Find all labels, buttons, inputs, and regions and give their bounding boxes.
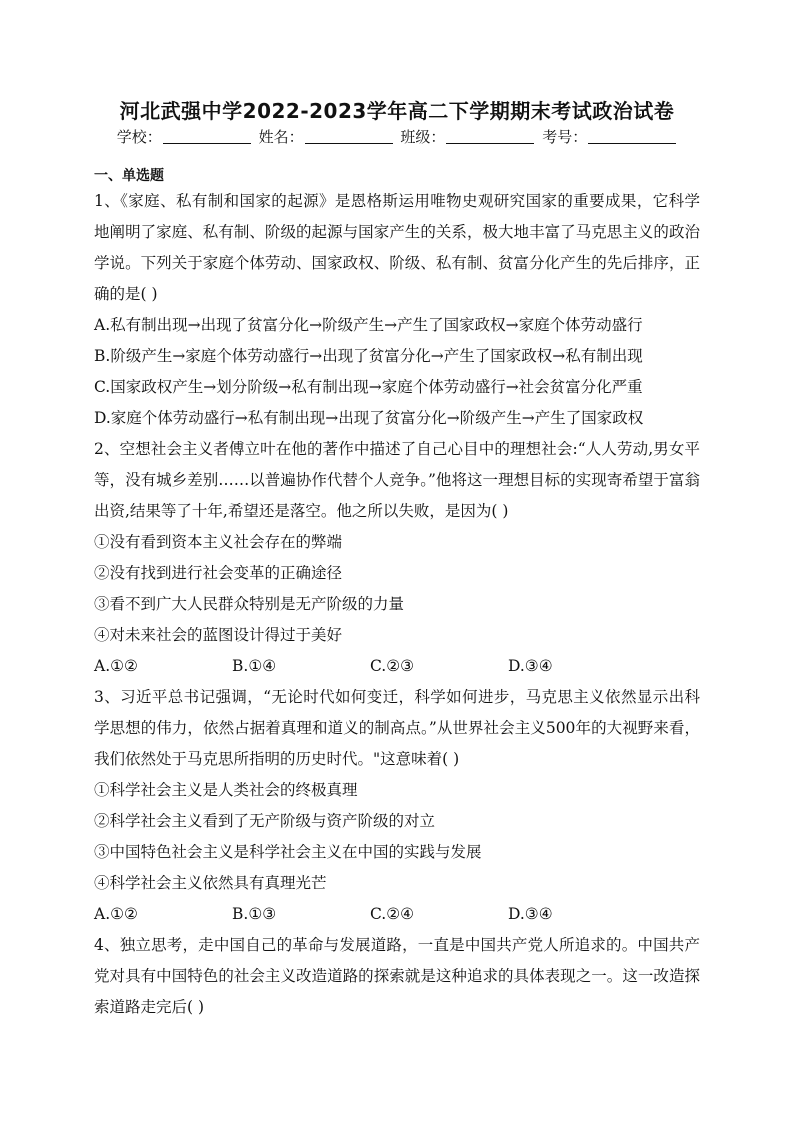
question-1-option-a: A.私有制出现→出现了贫富分化→阶级产生→产生了国家政权→家庭个体劳动盛行 — [94, 316, 643, 334]
question-3-stem: 3、习近平总书记强调，“无论时代如何变迁，科学如何进步，马克思主义依然显示出科学思想的伟力，依然占据着真理和道义的制高点。”从世界社会主义500年的大视野来看，我们依然处于马克思所指明的历史时代。"这意味着( ) — [94, 688, 700, 768]
name-label: 姓名： — [258, 128, 304, 146]
school-blank — [163, 129, 251, 144]
question-4-stem: 4、独立思考，走中国自己的革命与发展道路，一直是中国共产党人所追求的。中国共产党对具有中国特色的社会主义改造道路的探索就是这种追求的具体表现之一。这一改造探索道路走完后( ) — [94, 936, 700, 1016]
name-blank — [305, 129, 393, 144]
class-label: 班级： — [400, 128, 446, 146]
question-2-choice-b: B.①④ — [232, 657, 277, 675]
question-2-statement-1: ①没有看到资本主义社会存在的弊端 — [94, 533, 343, 551]
question-3-choice-d: D.③④ — [508, 905, 553, 923]
question-2-statement-3: ③看不到广大人民群众特别是无产阶级的力量 — [94, 595, 405, 613]
question-3-statement-2: ②科学社会主义看到了无产阶级与资产阶级的对立 — [94, 812, 436, 830]
question-2 — [94, 434, 700, 682]
number-label: 考号： — [542, 128, 588, 146]
question-1-option-b: B.阶级产生→家庭个体劳动盛行→出现了贫富分化→产生了国家政权→私有制出现 — [94, 347, 643, 365]
question-3-statement-4: ④科学社会主义依然具有真理光芒 — [94, 874, 327, 892]
number-blank — [588, 129, 676, 144]
question-4 — [94, 930, 700, 1023]
question-2-choice-a: A.①② — [94, 657, 138, 675]
question-2-choice-d: D.③④ — [508, 657, 553, 675]
question-1-stem: 1、《家庭、私有制和国家的起源》是恩格斯运用唯物史观研究国家的重要成果，它科学地阐明了家庭、私有制、阶级的起源与国家产生的关系，极大地丰富了马克思主义的政治学说。下列关于家庭个体劳动、国家政权、阶级、私有制、贫富分化产生的先后排序，正确的是( ) — [94, 192, 700, 303]
question-3-statement-1: ①科学社会主义是人类社会的终极真理 — [94, 781, 358, 799]
question-3-choices — [94, 899, 700, 930]
question-1 — [94, 186, 700, 434]
question-3 — [94, 682, 700, 930]
question-2-statement-2: ②没有找到进行社会变革的正确途径 — [94, 564, 343, 582]
student-info-line — [0, 126, 794, 147]
question-2-choices — [94, 651, 700, 682]
school-label: 学校： — [116, 128, 162, 146]
exam-content — [94, 166, 700, 1023]
section-heading: 一、单选题 — [94, 168, 164, 184]
question-2-statement-4: ④对未来社会的蓝图设计得过于美好 — [94, 626, 343, 644]
question-1-option-c: C.国家政权产生→划分阶级→私有制出现→家庭个体劳动盛行→社会贫富分化严重 — [94, 378, 643, 396]
exam-title: 河北武强中学2022-2023学年高二下学期期末考试政治试卷 — [119, 99, 675, 123]
question-3-choice-c: C.②④ — [370, 905, 415, 923]
question-2-choice-c: C.②③ — [370, 657, 415, 675]
class-blank — [446, 129, 534, 144]
question-3-choice-b: B.①③ — [232, 905, 277, 923]
question-3-choice-a: A.①② — [94, 905, 138, 923]
question-1-option-d: D.家庭个体劳动盛行→私有制出现→出现了贫富分化→阶级产生→产生了国家政权 — [94, 409, 644, 427]
question-2-stem: 2、空想社会主义者傅立叶在他的著作中描述了自己心目中的理想社会:“人人劳动,男女平等，没有城乡差别……以普遍协作代替个人竞争。”他将这一理想目标的实现寄希望于富翁出资,结果等了十年,希望还是落空。他之所以失败，是因为( ) — [94, 440, 700, 520]
question-3-statement-3: ③中国特色社会主义是科学社会主义在中国的实践与发展 — [94, 843, 482, 861]
